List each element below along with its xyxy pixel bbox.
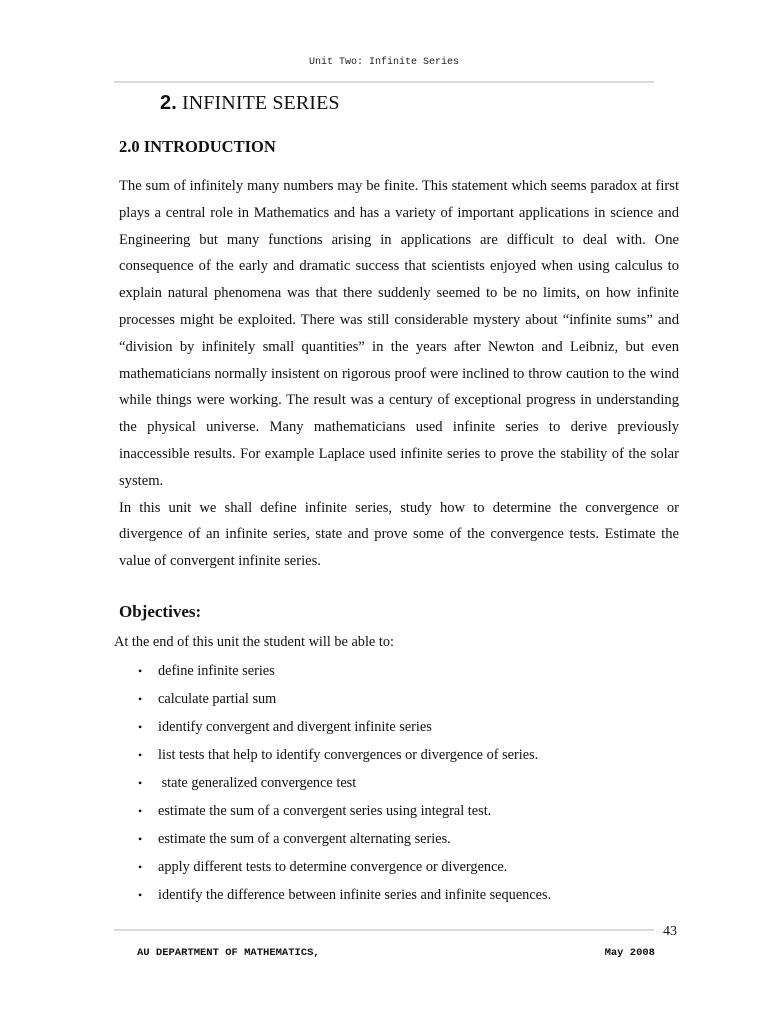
unit-number: 2. bbox=[160, 92, 177, 114]
list-item-text: state generalized convergence test bbox=[158, 775, 357, 791]
unit-title-text: INFINITE SERIES bbox=[182, 92, 340, 114]
introduction-paragraph-2: In this unit we shall define infinite series, study how to determine the convergence or divergence of an infinite series, state and prove some of the convergence tests. Estimate the value of convergent infinite series. bbox=[119, 499, 679, 570]
objectives-list bbox=[138, 660, 551, 912]
list-item-text: list tests that help to identify convergences or divergence of series. bbox=[158, 747, 539, 763]
list-item bbox=[138, 660, 551, 688]
list-item-text: define infinite series bbox=[158, 663, 275, 679]
bullet-icon: • bbox=[138, 776, 143, 790]
list-item bbox=[138, 856, 551, 884]
introduction-heading: 2.0 INTRODUCTION bbox=[119, 137, 276, 156]
header-divider bbox=[114, 81, 654, 83]
bullet-icon: • bbox=[138, 860, 143, 874]
list-item bbox=[138, 772, 551, 800]
page-number: 43 bbox=[663, 924, 677, 939]
list-item-text: identify convergent and divergent infinite series bbox=[158, 719, 432, 735]
bullet-icon: • bbox=[138, 748, 143, 762]
list-item bbox=[138, 688, 551, 716]
unit-title bbox=[160, 92, 340, 115]
list-item bbox=[138, 800, 551, 828]
footer-department: AU DEPARTMENT OF MATHEMATICS, bbox=[137, 947, 320, 959]
list-item-text: identify the difference between infinite series and infinite sequences. bbox=[158, 887, 552, 903]
introduction-body bbox=[119, 173, 679, 575]
objectives-heading: Objectives: bbox=[119, 602, 202, 621]
list-item bbox=[138, 884, 551, 912]
footer-date: May 2008 bbox=[604, 947, 655, 959]
list-item-text: calculate partial sum bbox=[158, 691, 277, 707]
bullet-icon: • bbox=[138, 720, 143, 734]
list-item bbox=[138, 828, 551, 856]
bullet-icon: • bbox=[138, 804, 143, 818]
bullet-icon: • bbox=[138, 888, 143, 902]
objectives-lead: At the end of this unit the student will be able to: bbox=[114, 634, 394, 650]
list-item-text: estimate the sum of a convergent series using integral test. bbox=[158, 803, 492, 819]
bullet-icon: • bbox=[138, 664, 143, 678]
footer-divider bbox=[114, 929, 654, 931]
introduction-paragraph-1: The sum of infinitely many numbers may be finite. This statement which seems paradox at first plays a central role in Mathematics and has a variety of important applications in science and Engineering but many functions arising in applications are difficult to deal with. One consequence of the early and dramatic success that scientists enjoyed when using calculus to explain natural phenomena was that there suddenly seemed to be no limits, on how infinite processes might be exploited. There was still considerable mystery about “infinite sums” and “division by infinitely small quantities” in the years after Newton and Leibniz, but even mathematicians normally insistent on rigorous proof were inclined to throw caution to the wind while things were working. The result was a century of exceptional progress in understanding the physical universe. Many mathematicians used infinite series to derive previously inaccessible results. For example Laplace used infinite series to prove the stability of the solar system. bbox=[119, 178, 679, 489]
list-item-text: estimate the sum of a convergent alternating series. bbox=[158, 831, 451, 847]
list-item bbox=[138, 716, 551, 744]
list-item-text: apply different tests to determine convergence or divergence. bbox=[158, 859, 508, 875]
list-item bbox=[138, 744, 551, 772]
running-header: Unit Two: Infinite Series bbox=[308, 57, 460, 68]
bullet-icon: • bbox=[138, 692, 143, 706]
bullet-icon: • bbox=[138, 832, 143, 846]
